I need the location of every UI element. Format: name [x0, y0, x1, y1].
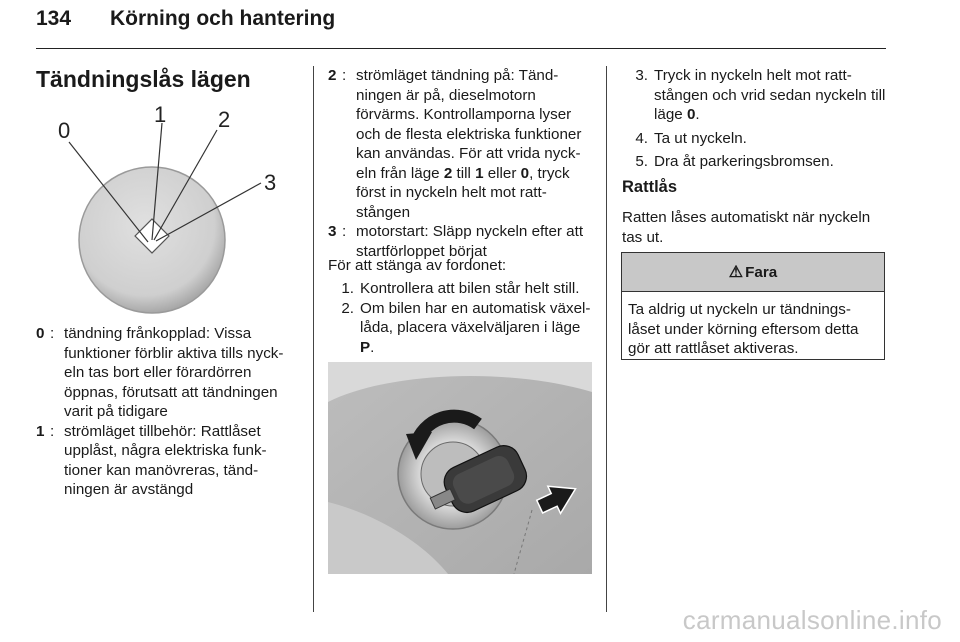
column-divider-1: [313, 66, 314, 612]
key-insertion-photo: [328, 362, 592, 574]
position-key: 2: [328, 67, 337, 84]
list-item: 4. Ta ut nyckeln.: [635, 129, 747, 147]
list-item: 3. Tryck in nyckeln helt mot ratt-stången och vrid sedan nyckeln till läge 0.: [635, 67, 886, 123]
position-text: strömläget tillbehör: Rattlåset upplåst, några elektriska funk-tioner kan manövreras, tänd-ningen är avstängd: [64, 422, 267, 498]
stop-intro: För att stänga av fordonet:: [328, 257, 507, 274]
list-item: 1. Kontrollera att bilen står helt still.: [341, 280, 580, 297]
warning-box: [621, 252, 885, 360]
positions-list-mid: [328, 66, 594, 261]
header-rule: [36, 48, 886, 49]
stop-steps-right: [622, 66, 888, 172]
watermark: carmanualsonline.info: [682, 605, 942, 635]
position-item-1: 1 : strömläget tillbehör: Rattlåset upplåst, några elektriska funk-tioner kan manövreras, tänd-ningen är avstängd: [36, 422, 298, 500]
label-1: 1: [154, 102, 167, 127]
label-3: 3: [264, 170, 277, 195]
position-key: 1: [36, 422, 45, 440]
chapter-title: Körning och hantering: [110, 7, 336, 30]
page-number: 134: [36, 7, 72, 30]
ignition-positions-diagram: [36, 100, 306, 315]
warning-icon: ⚠: [728, 264, 744, 281]
label-2: 2: [218, 107, 231, 132]
steering-lock-text: Ratten låses automatiskt när nyckeln tas ut.: [622, 209, 871, 246]
position-item-3: 3 : motorstart: Släpp nyckeln efter att startförloppet börjat: [328, 222, 594, 261]
warning-header: [622, 253, 884, 292]
list-item: 2. Om bilen har en automatisk växel-låda, placera växelväljaren i läge P.: [341, 299, 591, 356]
section-title: Tändningslås lägen: [36, 66, 251, 92]
position-key: 0: [36, 325, 45, 342]
stop-steps-mid: [328, 279, 594, 357]
position-item-2: 2 : strömläget tändning på: Tänd-ningen är på, dieselmotorn förvärms. Kontrollamporna lyser och de flesta elektriska funktioner kan användas. För att vrida nyck-eln från läge 2 till 1 eller 0, tryck först in nyckeln helt mot ratt-stången: [328, 66, 594, 222]
column-divider-2: [606, 66, 607, 612]
position-text: motorstart: Släpp nyckeln efter att startförloppet börjat: [356, 223, 584, 260]
warning-text: Ta aldrig ut nyckeln ur tändnings-låset under körning eftersom detta gör att rattlåset aktiveras.: [628, 301, 859, 357]
list-item: 5. Dra åt parkeringsbromsen.: [635, 153, 834, 170]
warning-heading: Fara: [745, 263, 778, 281]
position-key: 3: [328, 223, 337, 240]
label-0: 0: [58, 118, 71, 143]
steering-lock-title: Rattlås: [622, 178, 678, 196]
position-text: strömläget tändning på: Tänd-ningen är på, dieselmotorn förvärms. Kontrollamporna lyser och de flesta elektriska funktioner kan användas. För att vrida nyck-eln från läge 2 till 1 eller 0, tryck först in nyckeln helt mot ratt-stången: [356, 67, 582, 221]
positions-list-left: [36, 324, 298, 500]
position-item-0: 0 : tändning frånkopplad: Vissa funktioner förblir aktiva tills nyck-eln tas bort eller förardörren öppnas, förutsatt att tändningen varit på tidigare: [36, 324, 298, 422]
position-text: tändning frånkopplad: Vissa funktioner förblir aktiva tills nyck-eln tas bort eller förardörren öppnas, förutsatt att tändningen varit på tidigare: [64, 325, 284, 420]
